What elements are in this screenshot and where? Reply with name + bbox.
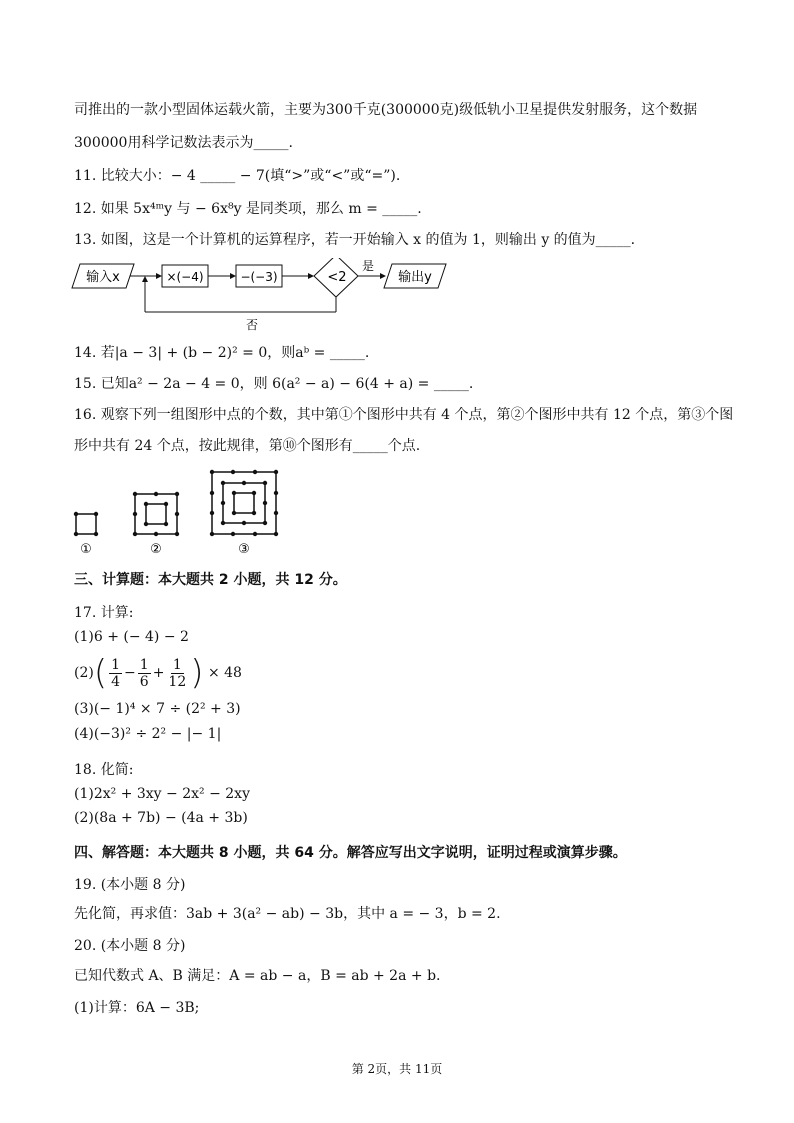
fraction-1-numerator: 1 (111, 656, 121, 673)
question-18-title: 18. 化简: (74, 762, 134, 778)
question-12: 12. 如果 5x⁴ᵐy 与 − 6x⁸y 是同类项，那么 m = _____. (74, 201, 422, 217)
intro-line-2: 300000用科学记数法表示为_____. (74, 135, 293, 151)
figure-label-2: ② (150, 542, 162, 557)
operator-minus: − (124, 665, 136, 681)
question-16-line-2: 形中共有 24 个点，按此规律，第⑩个图形有_____个点. (74, 438, 421, 454)
figure-label-3: ③ (238, 542, 250, 557)
question-17-part-3: (3)(− 1)⁴ × 7 ÷ (2² + 3) (74, 701, 241, 717)
question-17-part-2-prefix: (2) (74, 665, 94, 681)
question-17-part-2-suffix: × 48 (207, 665, 242, 681)
question-17-part-4: (4)(−3)² ÷ 2² − |− 1| (74, 726, 222, 742)
question-13: 13. 如图，这是一个计算机的运算程序，若一开始输入 x 的值为 1，则输出 y 的值为_____. (74, 232, 636, 248)
fraction-3 (166, 657, 188, 690)
question-15: 15. 已知a² − 2a − 4 = 0，则 6(a² − a) − 6(4 + a) = _____. (74, 376, 474, 392)
flowchart-output-label: 输出y (398, 270, 432, 285)
dot-figures (66, 465, 296, 560)
figure-2 (133, 492, 179, 536)
question-18-part-1: (1)2x² + 3xy − 2x² − 2xy (74, 786, 250, 802)
fraction-2 (138, 657, 151, 690)
fraction-3-numerator: 1 (172, 656, 182, 673)
flowchart-subtract-label: −(−3) (240, 270, 278, 284)
question-18-part-2: (2)(8a + 7b) − (4a + 3b) (74, 810, 248, 826)
question-16-line-1: 16. 观察下列一组图形中点的个数，其中第①个图形中共有 4 个点，第②个图形中共有 12 个点，第③个图 (74, 407, 734, 423)
flowchart-condition-label: <2 (327, 270, 347, 285)
flowchart-input-label: 输入x (86, 270, 120, 285)
fraction-1-denominator: 4 (111, 673, 121, 690)
fraction-2-denominator: 6 (139, 673, 149, 690)
page-footer: 第 2页，共 11页 (351, 1062, 443, 1076)
flowchart-multiply-label: ×(−4) (166, 270, 204, 284)
right-paren: ) (190, 653, 204, 693)
figure-3 (210, 470, 278, 536)
fraction-3-denominator: 12 (168, 673, 187, 690)
question-14: 14. 若|a − 3| + (b − 2)² = 0，则aᵇ = _____. (74, 345, 370, 361)
flowchart (70, 258, 450, 338)
question-17-part-2 (74, 655, 242, 695)
figure-1 (74, 512, 98, 536)
question-19-title: 19. (本小题 8 分) (74, 877, 186, 893)
fraction-1 (109, 657, 122, 690)
question-17-title: 17. 计算: (74, 605, 134, 621)
intro-line-1: 司推出的一款小型固体运载火箭，主要为300千克(300000克)级低轨小卫星提供发射服务，这个数据 (74, 102, 698, 118)
section-4-heading: 四、解答题：本大题共 8 小题，共 64 分。解答应写出文字说明，证明过程或演算步骤。 (74, 845, 627, 861)
question-20-part-1: (1)计算：6A − 3B; (74, 1000, 200, 1016)
question-17-part-1: (1)6 + (− 4) − 2 (74, 629, 189, 645)
operator-plus: + (152, 665, 165, 681)
question-19-text: 先化简，再求值：3ab + 3(a² − ab) − 3b，其中 a = − 3，b = 2. (74, 906, 501, 922)
flowchart-no-label: 否 (245, 318, 259, 332)
section-3-heading: 三、计算题：本大题共 2 小题，共 12 分。 (74, 572, 347, 588)
left-paren: ( (93, 653, 108, 693)
figure-label-1: ① (80, 542, 92, 557)
flowchart-yes-label: 是 (361, 259, 375, 273)
question-20-text: 已知代数式 A、B 满足：A = ab − a，B = ab + 2a + b. (74, 968, 441, 984)
question-11: 11. 比较大小：− 4 _____ − 7(填“>”或“<”或“=”). (74, 168, 401, 184)
question-20-title: 20. (本小题 8 分) (74, 938, 186, 954)
fraction-2-numerator: 1 (139, 656, 149, 673)
